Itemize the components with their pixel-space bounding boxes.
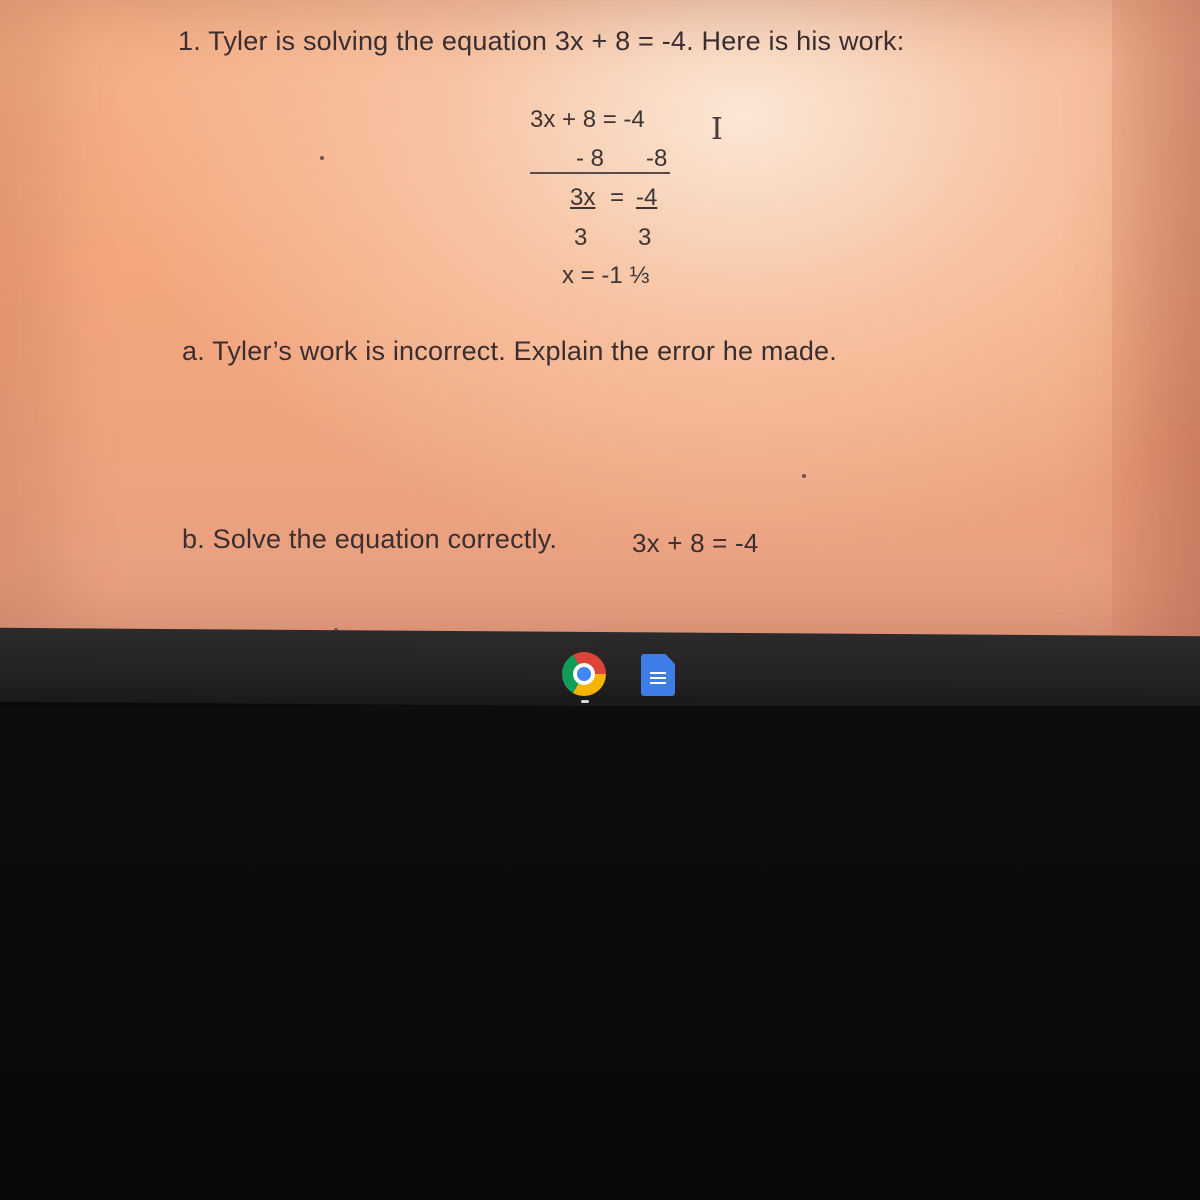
part-b-equation: 3x + 8 = -4 [632, 528, 759, 558]
work-line-1: 3x + 8 = -4 [530, 106, 645, 133]
part-b-text: b. Solve the equation correctly. [182, 524, 558, 554]
question-1-text: 1. Tyler is solving the equation 3x + 8 = -4. Here is his work: [178, 26, 905, 56]
chrome-icon[interactable] [562, 652, 606, 696]
docs-icon-line [650, 672, 666, 674]
laptop-bezel [0, 706, 1200, 1200]
docs-icon[interactable] [641, 654, 675, 696]
text-cursor-icon: I [711, 112, 723, 147]
work-line-5-result: x = -1 ⅓ [562, 262, 650, 289]
docs-icon-line [650, 677, 666, 679]
work-line-3-numerator-left: 3x [570, 184, 596, 211]
work-line-4-denominator-right: 3 [638, 224, 652, 251]
docs-icon-line [650, 682, 666, 684]
part-a-text: a. Tyler’s work is incorrect. Explain the error he made. [182, 336, 837, 366]
work-line-4-denominator-left: 3 [574, 224, 588, 251]
dust-speck [320, 156, 324, 160]
page-edge [1112, 0, 1200, 640]
work-line-2-right: -8 [646, 145, 668, 172]
chrome-active-indicator [581, 700, 589, 703]
work-line-3-equals: = [610, 184, 625, 211]
work-divider-line [530, 172, 670, 174]
work-line-2-left: - 8 [576, 145, 605, 172]
work-line-3-numerator-right: -4 [636, 184, 658, 211]
dust-speck [802, 474, 806, 478]
